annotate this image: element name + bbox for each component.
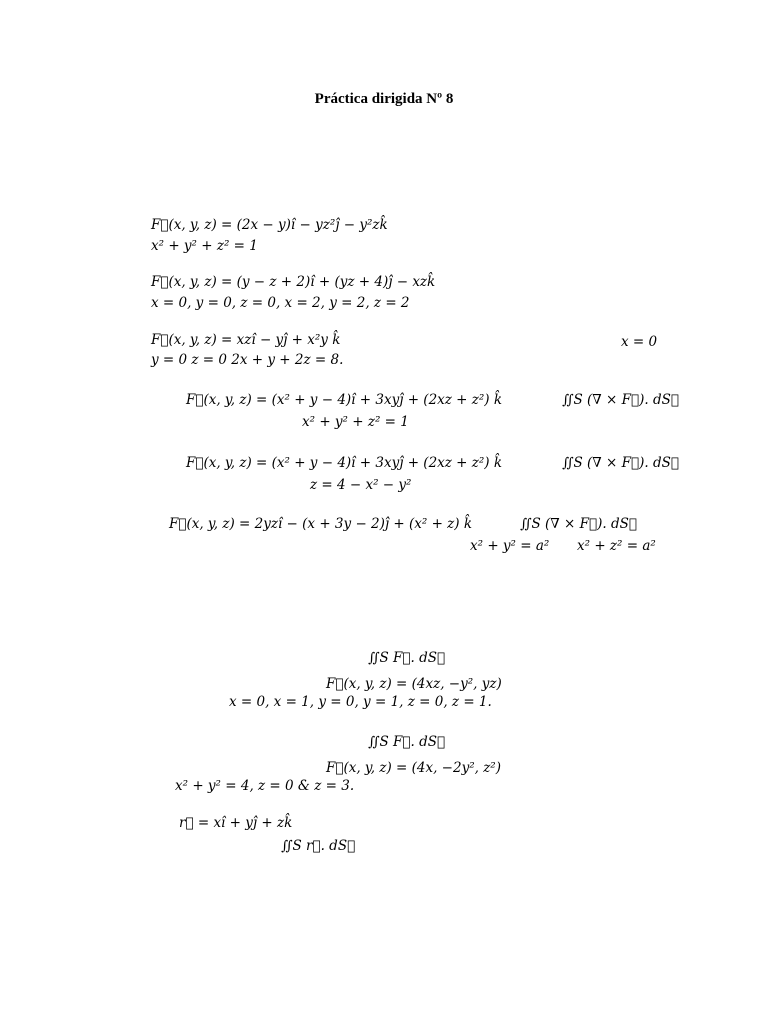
problem-6-field: F⃗(x, y, z) = 2yzî − (x + 3y − 2)ĵ + (x² + z) k̂ (169, 516, 473, 532)
problem-1-field: F⃗(x, y, z) = (2x − y)î − yz²ĵ − y²zk̂ (151, 217, 388, 233)
problem-2-field: F⃗(x, y, z) = (y − z + 2)î + (yz + 4)ĵ − xzk̂ (151, 274, 436, 290)
problem-7-field: F⃗(x, y, z) = (4xz, −y², yz) (326, 676, 502, 692)
problem-9-field: r⃗ = xî + yĵ + zk̂ (179, 815, 293, 831)
problem-8-integral: ∬S F⃗. dS⃗ (368, 734, 446, 750)
problem-3-plane-x: x = 0 (621, 334, 658, 350)
problem-9-integral: ∬S r⃗. dS⃗ (281, 838, 356, 854)
problem-4-field: F⃗(x, y, z) = (x² + y − 4)î + 3xyĵ + (2xz + z²) k̂ (186, 392, 503, 408)
problem-6-integral: ∬S (∇ × F⃗). dS⃗ (520, 516, 637, 532)
problem-4-integral: ∬S (∇ × F⃗). dS⃗ (562, 392, 679, 408)
problem-3-field: F⃗(x, y, z) = xzî − yĵ + x²y k̂ (151, 332, 341, 348)
problem-1-surface: x² + y² + z² = 1 (151, 238, 258, 254)
problem-6-surface-1: x² + y² = a² (470, 538, 550, 554)
problem-7-surface: x = 0, x = 1, y = 0, y = 1, z = 0, z = 1. (229, 694, 492, 710)
problem-8-field: F⃗(x, y, z) = (4x, −2y², z²) (326, 760, 501, 776)
problem-5-field: F⃗(x, y, z) = (x² + y − 4)î + 3xyĵ + (2xz + z²) k̂ (186, 455, 503, 471)
page-title: Práctica dirigida Nº 8 (314, 91, 454, 107)
problem-7-integral: ∬S F⃗. dS⃗ (368, 650, 446, 666)
problem-5-integral: ∬S (∇ × F⃗). dS⃗ (562, 455, 679, 471)
problem-2-surface: x = 0, y = 0, z = 0, x = 2, y = 2, z = 2 (151, 295, 410, 311)
problem-5-surface: z = 4 − x² − y² (310, 477, 412, 493)
problem-4-surface: x² + y² + z² = 1 (302, 414, 409, 430)
problem-6-surface-2: x² + z² = a² (577, 538, 656, 554)
problem-3-surface: y = 0 z = 0 2x + y + 2z = 8. (151, 352, 344, 368)
problem-8-surface: x² + y² = 4, z = 0 & z = 3. (175, 778, 355, 794)
